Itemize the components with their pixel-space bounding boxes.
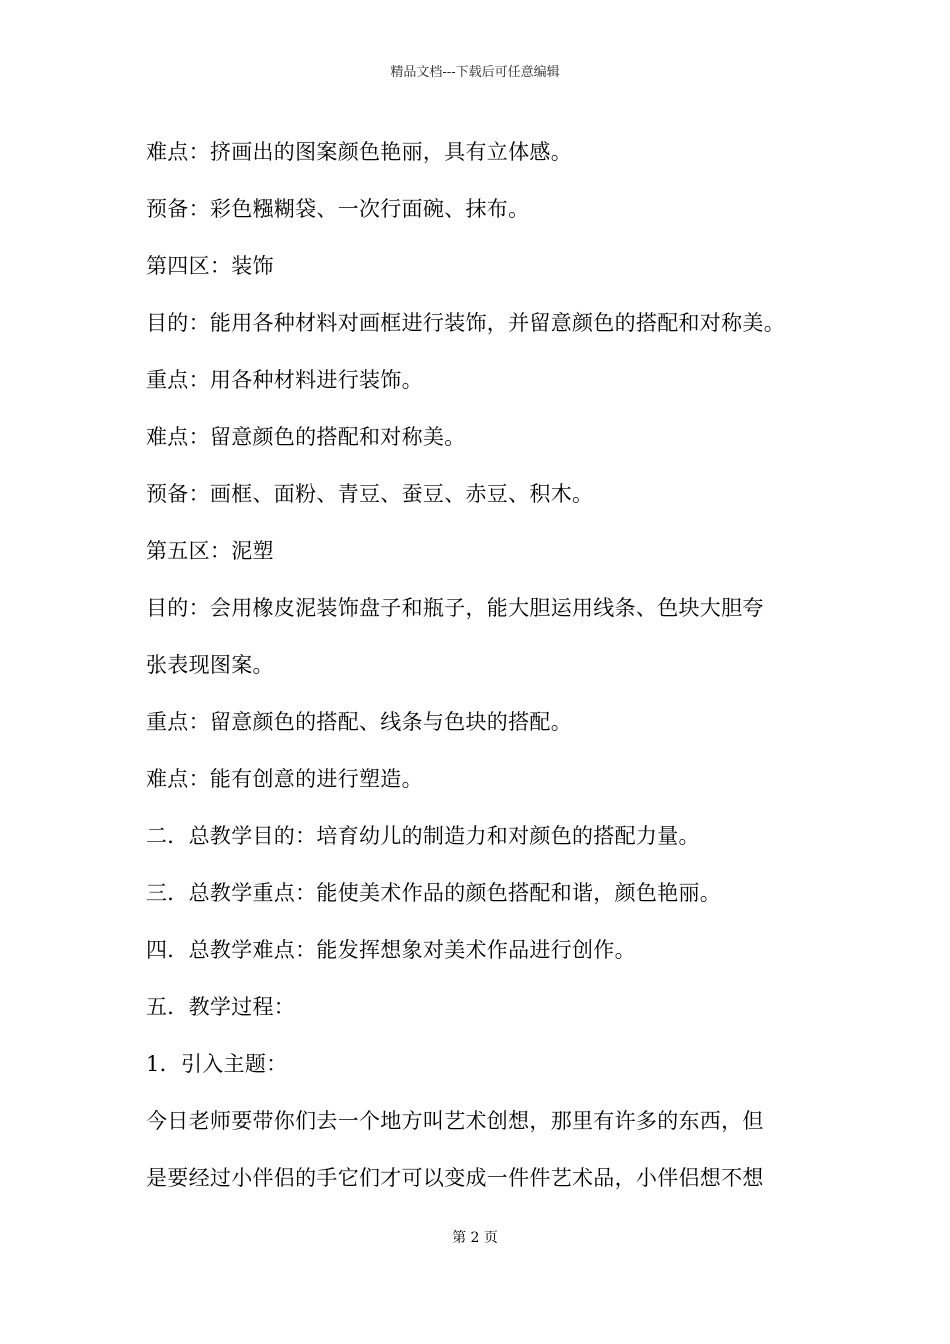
text-line: 是要经过小伴侣的手它们才可以变成一件件艺术品，小伴侣想不想 bbox=[146, 1166, 764, 1190]
text-line: 难点：挤画出的图案颜色艳丽，具有立体感。 bbox=[146, 140, 572, 164]
text-line: 三．总教学重点：能使美术作品的颜色搭配和谐，颜色艳丽。 bbox=[146, 881, 722, 905]
text-line: 二．总教学目的：培育幼儿的制造力和对颜色的搭配力量。 bbox=[146, 824, 700, 848]
text-line: 四．总教学难点：能发挥想象对美术作品进行创作。 bbox=[146, 938, 636, 962]
text-line: 张表现图案。 bbox=[146, 653, 274, 677]
text-line: 重点：用各种材料进行装饰。 bbox=[146, 368, 423, 392]
text-line: 重点：留意颜色的搭配、线条与色块的搭配。 bbox=[146, 710, 572, 734]
section-heading: 第四区：装饰 bbox=[146, 254, 274, 278]
text-line: 五．教学过程： bbox=[146, 995, 296, 1019]
page-header: 精品文档---下载后可任意编辑 bbox=[390, 65, 560, 80]
text-line: 预备：画框、面粉、青豆、蚕豆、赤豆、积木。 bbox=[146, 482, 594, 506]
text-line: 难点：能有创意的进行塑造。 bbox=[146, 767, 423, 791]
text-line: 目的：会用橡皮泥装饰盘子和瓶子，能大胆运用线条、色块大胆夸 bbox=[146, 596, 764, 620]
text-line: 今日老师要带你们去一个地方叫艺术创想，那里有许多的东西，但 bbox=[146, 1109, 764, 1133]
text-line: 1．引入主题： bbox=[146, 1052, 288, 1076]
page-number: 第 2 页 bbox=[452, 1230, 498, 1246]
text-line: 目的：能用各种材料对画框进行装饰，并留意颜色的搭配和对称美。 bbox=[146, 311, 785, 335]
section-heading: 第五区：泥塑 bbox=[146, 539, 274, 563]
text-line: 预备：彩色糨糊袋、一次行面碗、抹布。 bbox=[146, 197, 530, 221]
text-line: 难点：留意颜色的搭配和对称美。 bbox=[146, 425, 466, 449]
